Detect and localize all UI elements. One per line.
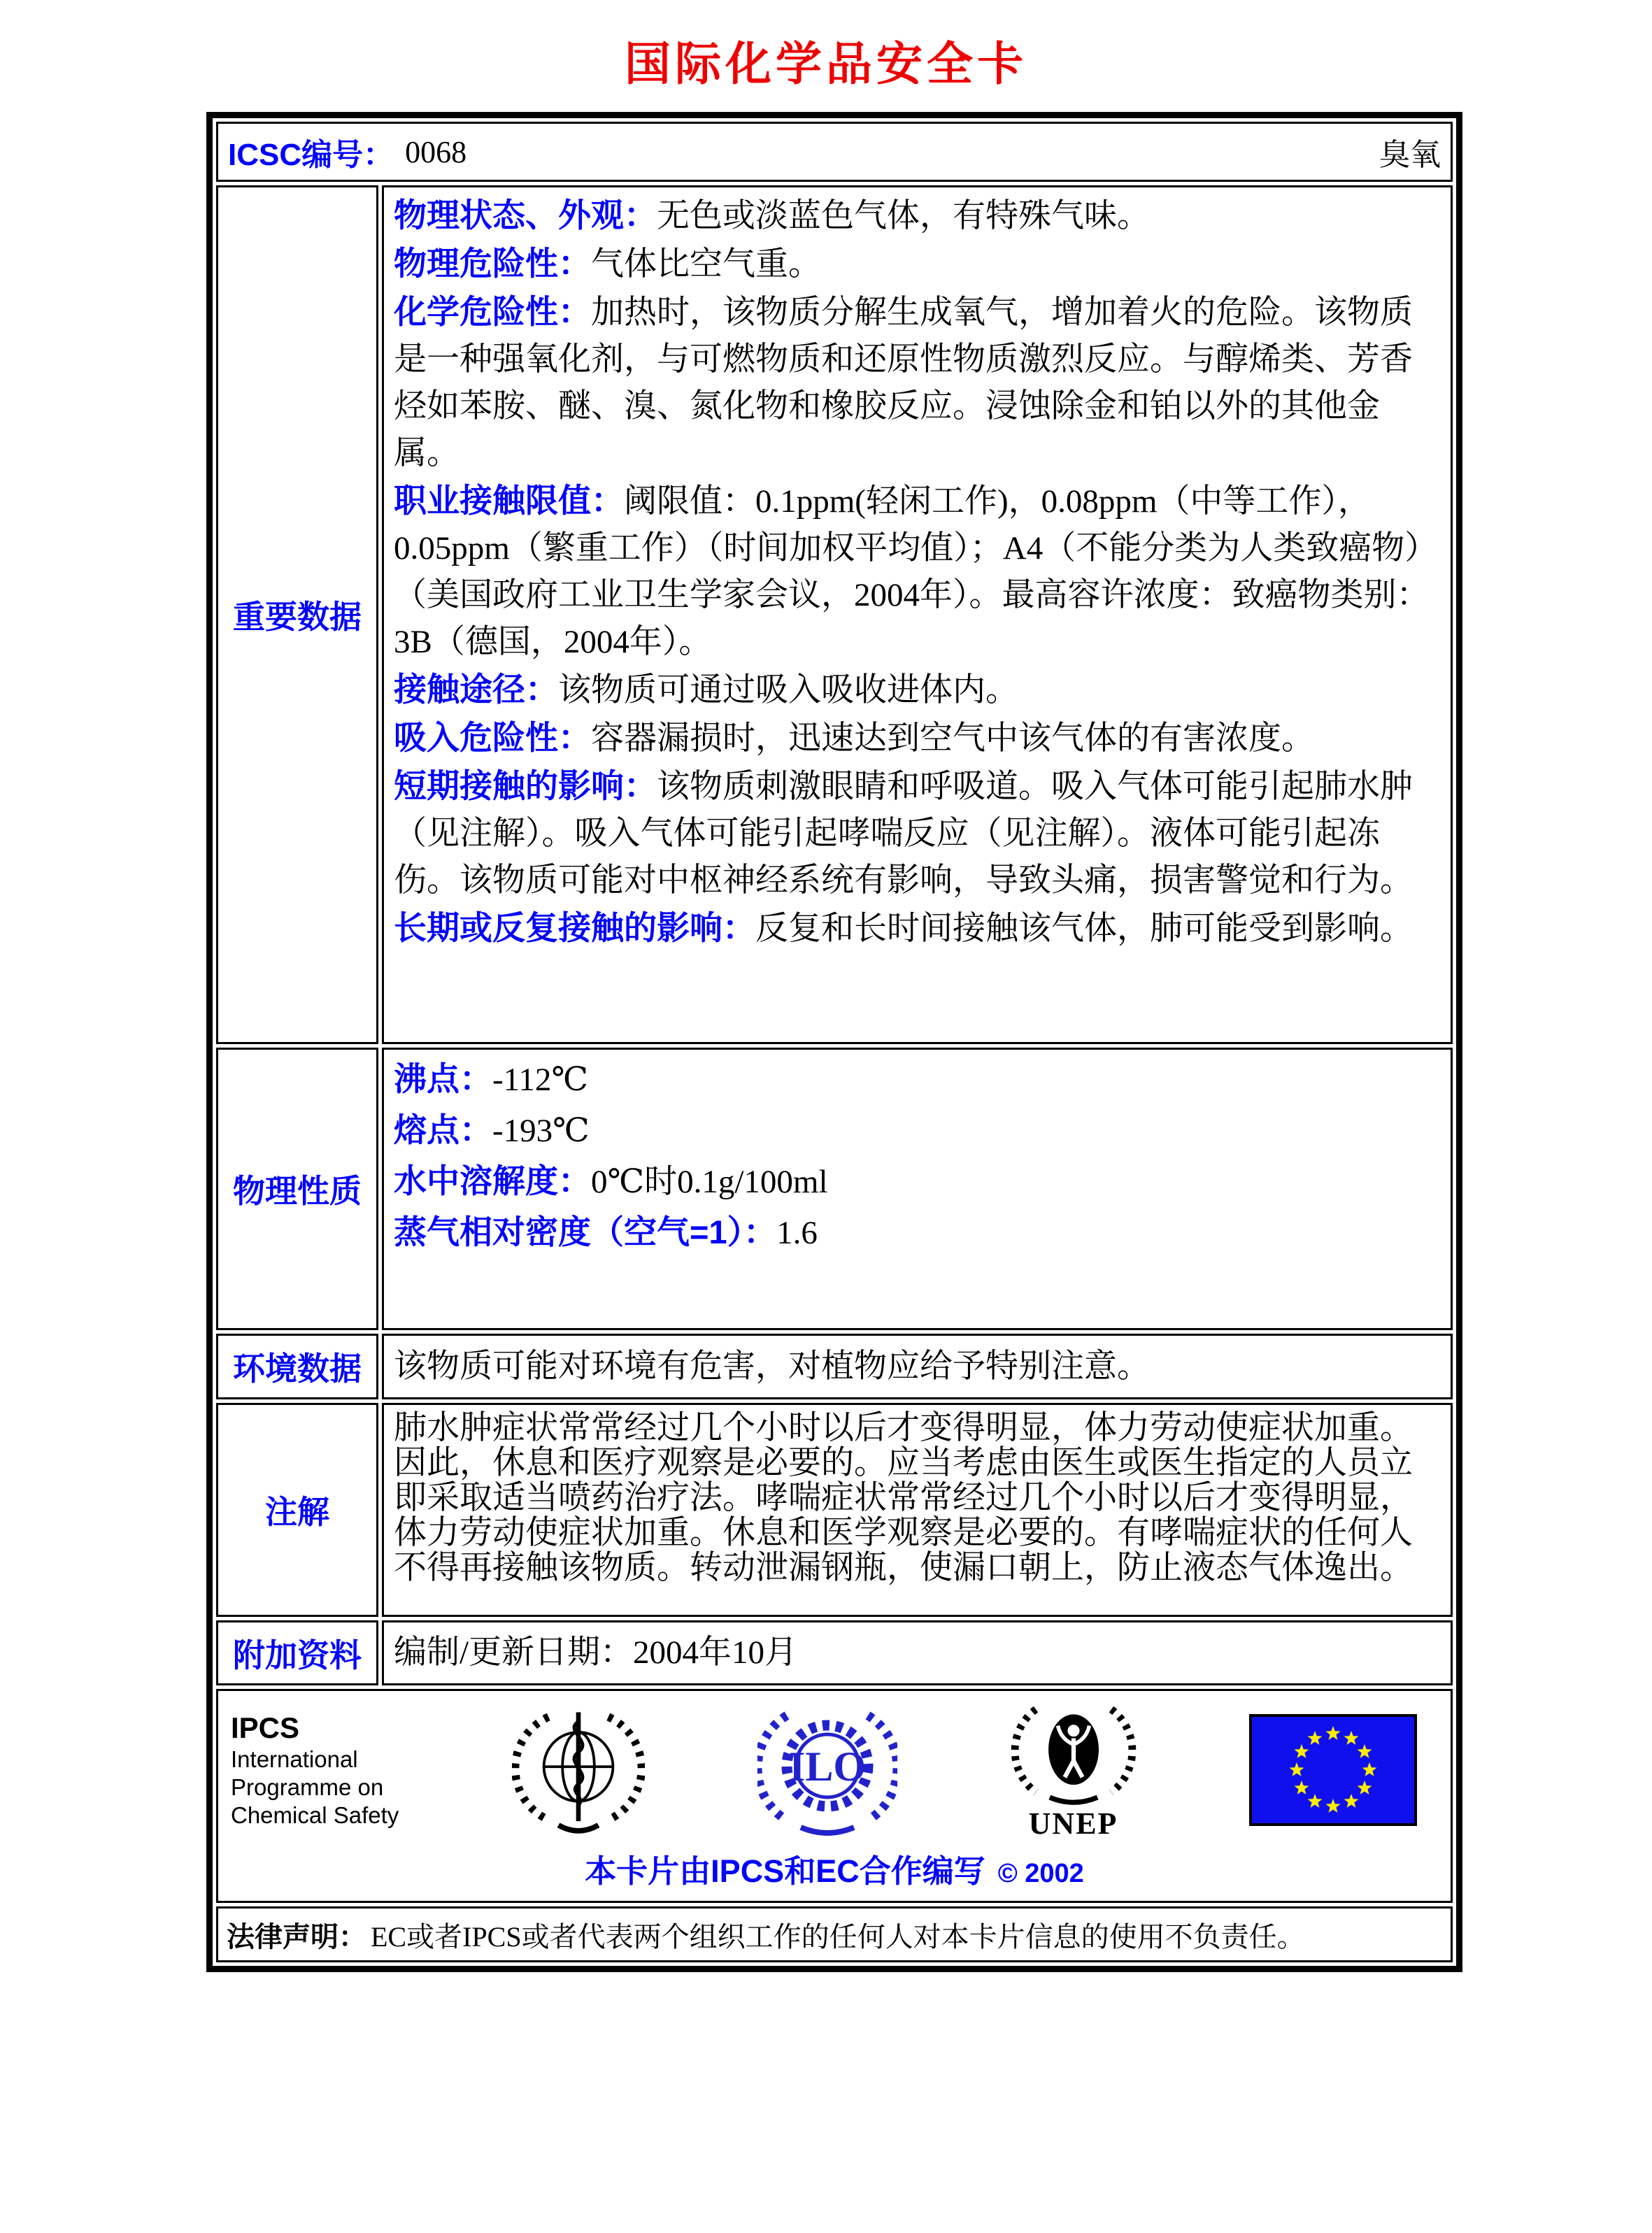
environmental-data-row-label: 环境数据 xyxy=(216,1334,378,1399)
header-row xyxy=(216,122,1453,182)
field-vapor-density xyxy=(394,1207,1441,1258)
credit-text: 本卡片由IPCS和EC合作编写 xyxy=(585,1853,985,1889)
field-label: 水中溶解度： xyxy=(394,1162,591,1199)
field-label: 短期接触的影响： xyxy=(394,767,657,804)
field-text: 肺水肿症状常常经过几个小时以后才变得明显，体力劳动使症状加重。因此，休息和医疗观察是必要的。应当考虑由医生或医生指定的人员立即采取适当喷药治疗法。哮喘症状常常经过几个小时以后才变得明显，体力劳动使症状加重。休息和医学观察是必要的。有哮喘症状的任何人不得再接触该物质。转动泄漏钢瓶，使漏口朝上，防止液态气体逸出。 xyxy=(394,1410,1413,1586)
notes-content xyxy=(382,1403,1453,1617)
field-text: 阈限值：0.1ppm(轻闲工作)，0.08ppm（中等工作），0.05ppm（繁重工作）（时间加权平均值）；A4（不能分类为人类致癌物）（美国政府工业卫生学家会议，2004年）。最高容许浓度：致癌物类别：3B（德国，2004年）。 xyxy=(394,483,1438,660)
environmental-data-content xyxy=(382,1334,1453,1399)
ipcs-acronym: IPCS xyxy=(231,1711,300,1744)
row-environmental-data xyxy=(216,1334,1453,1399)
field-label: 接触途径： xyxy=(394,671,558,708)
logos-cell xyxy=(216,1689,1453,1903)
row-physical-properties xyxy=(216,1048,1453,1330)
page-title: 国际化学品安全卡 xyxy=(625,39,1027,90)
copyright-text: © 2002 xyxy=(997,1859,1084,1888)
field-text: 反复和长时间接触该气体，肺可能受到影响。 xyxy=(755,911,1413,947)
icsc-number-label: ICSC编号： xyxy=(228,138,394,172)
unep-logo-icon xyxy=(1011,1698,1137,1841)
field-text: 无色或淡蓝色气体，有特殊气味。 xyxy=(657,198,1150,234)
row-important-data xyxy=(216,185,1453,1044)
field-label: 化学危险性： xyxy=(394,293,591,330)
field-label: 长期或反复接触的影响： xyxy=(394,909,755,946)
field-label: 沸点： xyxy=(394,1060,492,1097)
physical-properties-content xyxy=(382,1048,1453,1330)
field-exposure-route xyxy=(394,666,1441,714)
field-text: 容器漏损时，迅速达到空气中该气体的有害浓度。 xyxy=(591,720,1314,757)
field-text: 1.6 xyxy=(776,1215,818,1251)
field-water-solubility xyxy=(394,1156,1441,1207)
logos-strip xyxy=(231,1698,1438,1841)
field-label: 蒸气相对密度（空气=1）： xyxy=(394,1213,777,1250)
field-inhalation-risk xyxy=(394,714,1441,762)
field-label: 吸入危险性： xyxy=(394,719,591,756)
field-chemical-danger xyxy=(394,288,1441,477)
important-data-row-label: 重要数据 xyxy=(216,185,378,1044)
ipcs-line: Chemical Safety xyxy=(231,1802,399,1828)
legal-label: 法律声明： xyxy=(227,1921,366,1953)
legal-cell xyxy=(216,1906,1453,1962)
ipcs-line: International xyxy=(231,1746,358,1772)
ilo-letters: ILO xyxy=(789,1743,867,1790)
additional-info-content xyxy=(382,1620,1453,1685)
field-text: 加热时，该物质分解生成氧气，增加着火的危险。该物质是一种强氧化剂，与可燃物质和还原性物质激烈反应。与醇烯类、芳香烃如苯胺、醚、溴、氮化物和橡胶反应。浸蚀除金和铂以外的其他金属。 xyxy=(394,294,1413,471)
field-label: 物理状态、外观： xyxy=(394,197,657,234)
physical-properties-row-label: 物理性质 xyxy=(216,1048,378,1330)
field-text: -193℃ xyxy=(492,1113,590,1149)
field-long-term-effects xyxy=(394,904,1441,953)
eu-flag-icon xyxy=(1249,1714,1417,1826)
field-label: 职业接触限值： xyxy=(394,482,624,519)
field-text: 0℃时0.1g/100ml xyxy=(591,1164,828,1200)
field-label: 熔点： xyxy=(394,1111,492,1148)
field-text: 该物质刺激眼睛和呼吸道。吸入气体可能引起肺水肿（见注解）。吸入气体可能引起哮喘反应（见注解）。液体可能引起冻伤。该物质可能对中枢神经系统有影响，导致头痛，损害警觉和行为。 xyxy=(394,769,1413,899)
unep-word: UNEP xyxy=(1028,1806,1118,1841)
who-logo-icon xyxy=(512,1700,645,1840)
row-notes xyxy=(216,1403,1453,1617)
field-text: 该物质可能对环境有危害，对植物应给予特别注意。 xyxy=(394,1348,1150,1385)
row-logos xyxy=(216,1689,1453,1903)
important-data-content xyxy=(382,185,1453,1044)
ilo-logo-icon xyxy=(757,1700,897,1840)
chemical-name: 臭氧 xyxy=(1379,138,1441,172)
field-text: 编制/更新日期：2004年10月 xyxy=(394,1634,798,1671)
field-melting-point xyxy=(394,1105,1441,1156)
field-occupational-limits xyxy=(394,477,1441,666)
ipcs-line: Programme on xyxy=(231,1774,384,1800)
legal-text: EC或者IPCS或者代表两个组织工作的任何人对本卡片信息的使用不负责任。 xyxy=(371,1920,1305,1953)
field-label: 物理危险性： xyxy=(394,245,591,282)
row-additional-info xyxy=(216,1620,1453,1685)
field-physical-state xyxy=(394,192,1441,240)
row-legal xyxy=(216,1906,1453,1962)
additional-info-row-label: 附加资料 xyxy=(216,1620,378,1685)
notes-row-label: 注解 xyxy=(216,1403,378,1617)
field-text: 气体比空气重。 xyxy=(591,246,821,283)
field-boiling-point xyxy=(394,1054,1441,1105)
field-text: -112℃ xyxy=(492,1062,588,1098)
credit-line xyxy=(231,1841,1438,1897)
header-cell xyxy=(216,122,1453,182)
field-short-term-effects xyxy=(394,762,1441,904)
icsc-number-value: 0068 xyxy=(405,134,467,169)
field-physical-danger xyxy=(394,240,1441,288)
field-text: 该物质可通过吸入吸收进体内。 xyxy=(558,672,1018,708)
ipcs-text-block xyxy=(231,1711,399,1829)
icsc-card xyxy=(206,112,1462,1972)
